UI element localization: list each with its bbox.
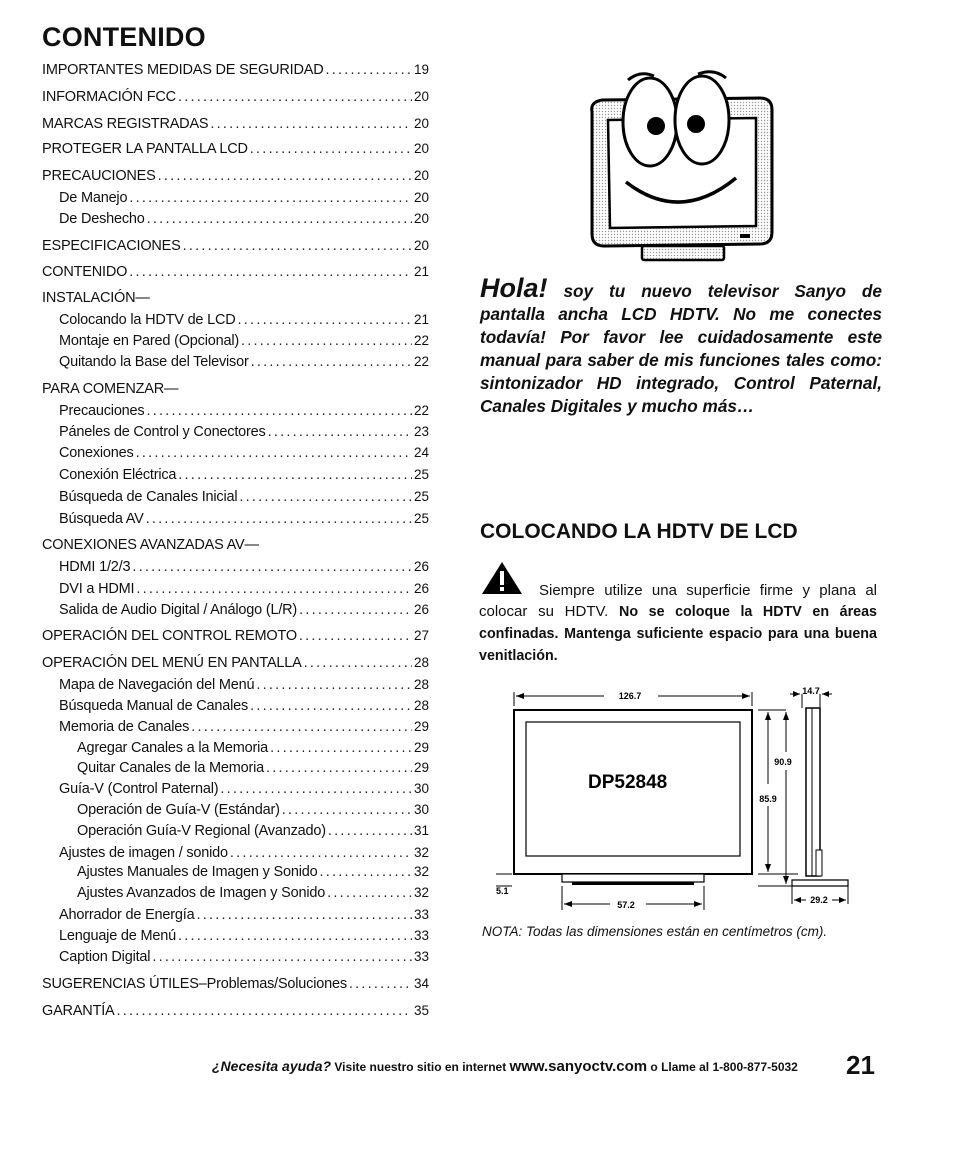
toc-entry [59,907,429,923]
toc-entry-title: Conexión Eléctrica [59,467,177,483]
toc-entry [59,333,429,349]
toc-entry-title: Ajustes Manuales de Imagen y Sonido [77,864,318,880]
toc-entry-title: Montaje en Pared (Opcional) [59,333,239,349]
toc-leader-dots [230,845,412,861]
toc-entry [59,467,429,483]
toc-entry-page: 29 [413,740,429,755]
toc-entry-title: Caption Digital [59,949,151,965]
toc-entry-page: 32 [413,885,429,900]
toc-entry [59,211,429,227]
toc-leader-dots [210,116,412,132]
toc-leader-dots [319,864,412,880]
toc-entry [59,424,429,440]
toc-leader-dots [183,238,412,254]
toc-entry [42,655,429,671]
toc-entry-title: OPERACIÓN DEL MENÚ EN PANTALLA [42,655,302,671]
toc-entry-title: Ajustes Avanzados de Imagen y Sonido [77,885,326,901]
warning-paragraph: Siempre utilize una superficie firme y plana al colocar su HDTV. No se coloque la HDTV en áreas confinadas. Mantenga suficiente espacio para una buena venitlación. [479,582,877,664]
toc-entry [59,489,429,505]
dim-top-depth: 14.7 [802,686,820,696]
toc-leader-dots [132,559,412,575]
dim-total-height: 90.9 [774,757,792,767]
toc-entry-page: 28 [413,698,429,713]
toc-entry-page: 29 [413,760,429,775]
toc-entry-page: 29 [413,719,429,734]
page-number: 21 [846,1050,875,1080]
toc-entry-title: PARA COMENZAR— [42,381,179,397]
toc-entry [42,238,429,254]
hola-greeting: Hola! [480,273,548,303]
toc-leader-dots [250,698,412,714]
dimensions-diagram [486,680,886,920]
toc-leader-dots [196,907,412,923]
toc-entry-title: INFORMACIÓN FCC [42,89,176,105]
toc-entry [77,823,429,839]
toc-entry-title: De Deshecho [59,211,145,227]
toc-entry-page: 20 [413,141,429,156]
toc-entry [59,845,429,861]
toc-leader-dots [256,677,412,693]
toc-entry [59,698,429,714]
dim-base-depth: 29.2 [810,895,828,905]
toc-entry-title: GARANTÍA [42,1003,115,1019]
intro-paragraph: Hola! soy tu nuevo televisor Sanyo de pantalla ancha LCD HDTV. No me conectes todavía! Por favor lee cuidadosamente este manual para saber de mis funciones tales como: sintonizador HD integrado, Control Paternal, Canales Digitales y mucho más… [480,273,882,416]
toc-leader-dots [147,211,412,227]
toc-entry [77,740,429,756]
toc-entry-page: 22 [413,403,429,418]
toc-entry-title: Conexiones [59,445,134,461]
toc-entry-title: Colocando la HDTV de LCD [59,312,236,328]
toc-entry [59,602,429,618]
toc-entry [42,1003,429,1019]
toc-entry [77,885,429,901]
toc-entry-page: 32 [413,864,429,879]
toc-entry [42,264,429,280]
toc-entry-title: Búsqueda de Canales Inicial [59,489,238,505]
toc-entry-page: 25 [413,511,429,526]
toc-entry [77,802,429,818]
toc-entry-page: 33 [413,928,429,943]
toc-entry-page: 33 [413,949,429,964]
toc-entry [42,628,429,644]
toc-entry-title: PRECAUCIONES [42,168,156,184]
toc-leader-dots [328,823,412,839]
toc-entry-title: Guía-V (Control Paternal) [59,781,219,797]
toc-leader-dots [220,781,412,797]
toc-entry [42,89,429,105]
toc-entry [59,190,429,206]
toc-leader-dots [152,949,412,965]
toc-leader-dots [146,403,412,419]
toc-leader-dots [178,928,412,944]
dim-screen-height: 85.9 [759,794,777,804]
toc-entry-page: 25 [413,467,429,482]
toc-leader-dots [238,312,412,328]
toc-leader-dots [178,467,412,483]
toc-entry-page: 23 [413,424,429,439]
toc-leader-dots [241,333,412,349]
website-link[interactable]: www.sanyoctv.com [509,1058,648,1075]
toc-entry-page: 33 [413,907,429,922]
toc-entry-page: 30 [413,802,429,817]
toc-entry-page: 19 [413,62,429,77]
toc-entry-title: Salida de Audio Digital / Análogo (L/R) [59,602,298,618]
toc-entry-page: 30 [413,781,429,796]
toc-leader-dots [178,89,412,105]
toc-entry-title: Precauciones [59,403,145,419]
toc-entry [42,62,429,78]
toc-leader-dots [299,628,412,644]
toc-entry-page: 20 [413,190,429,205]
tv-mascot-illustration [580,62,780,272]
toc-leader-dots [304,655,412,671]
toc-entry-page: 28 [413,655,429,670]
toc-entry-page: 22 [413,354,429,369]
toc-entry [77,760,429,776]
toc-entry-title: DVI a HDMI [59,581,135,597]
toc-entry-title: IMPORTANTES MEDIDAS DE SEGURIDAD [42,62,324,78]
toc-leader-dots [270,740,412,756]
toc-entry-title: ESPECIFICACIONES [42,238,181,254]
toc-entry-page: 31 [413,823,429,838]
toc-entry [59,949,429,965]
model-label: DP52848 [588,772,668,793]
toc-leader-dots [299,602,412,618]
toc-entry-page: 28 [413,677,429,692]
toc-leader-dots [251,354,412,370]
toc-entry-title: PROTEGER LA PANTALLA LCD [42,141,248,157]
toc-entry-page: 25 [413,489,429,504]
toc-entry [77,864,429,880]
toc-entry-page: 20 [413,116,429,131]
toc-entry-title: Búsqueda Manual de Canales [59,698,249,714]
page-title: CONTENIDO [42,22,206,52]
toc-leader-dots [349,976,412,992]
toc-entry-page: 26 [413,581,429,596]
toc-entry-page: 21 [413,264,429,279]
toc-entry-page: 32 [413,845,429,860]
toc-leader-dots [327,885,412,901]
toc-entry [42,168,429,184]
toc-leader-dots [266,760,412,776]
toc-entry-page: 22 [413,333,429,348]
toc-entry-title: Mapa de Navegación del Menú [59,677,255,693]
toc-entry-page: 20 [413,238,429,253]
toc-entry-title: Quitar Canales de la Memoria [77,760,265,776]
toc-entry-title: SUGERENCIAS ÚTILES–Problemas/Soluciones [42,976,347,992]
toc-leader-dots [239,489,412,505]
toc-entry-title: CONTENIDO [42,264,128,280]
toc-entry-title: Memoria de Canales [59,719,190,735]
toc-entry-page: 26 [413,559,429,574]
toc-entry [42,290,429,306]
toc-entry [59,781,429,797]
toc-entry-title: HDMI 1/2/3 [59,559,131,575]
toc-entry-title: MARCAS REGISTRADAS [42,116,209,132]
toc-entry-page: 27 [413,628,429,643]
toc-entry-page: 35 [413,1003,429,1018]
toc-entry [59,511,429,527]
toc-entry-title: INSTALACIÓN— [42,290,150,306]
toc-entry-page: 21 [413,312,429,327]
toc-entry [42,381,429,397]
toc-leader-dots [129,264,412,280]
toc-entry [59,677,429,693]
toc-leader-dots [136,445,412,461]
toc-entry-page: 34 [413,976,429,991]
toc-entry [59,559,429,575]
toc-entry-title: Operación Guía-V Regional (Avanzado) [77,823,326,839]
toc-entry-page: 24 [413,445,429,460]
toc-leader-dots [250,141,412,157]
toc-entry-title: Agregar Canales a la Memoria [77,740,269,756]
toc-entry-title: Ahorrador de Energía [59,907,195,923]
toc-entry-title: Búsqueda AV [59,511,144,527]
toc-entry-title: Lenguaje de Menú [59,928,176,944]
toc-entry [59,719,429,735]
toc-entry [42,976,429,992]
toc-leader-dots [191,719,412,735]
toc-leader-dots [158,168,412,184]
toc-entry-title: OPERACIÓN DEL CONTROL REMOTO [42,628,297,644]
toc-entry [42,141,429,157]
toc-leader-dots [117,1003,412,1019]
toc-entry-title: Operación de Guía-V (Estándar) [77,802,280,818]
toc-entry-title: De Manejo [59,190,128,206]
toc-entry [59,354,429,370]
toc-entry [59,403,429,419]
toc-leader-dots [326,62,412,78]
toc-entry [42,116,429,132]
toc-leader-dots [136,581,412,597]
toc-entry-title: Páneles de Control y Conectores [59,424,266,440]
toc-entry-page: 26 [413,602,429,617]
toc-entry-page: 20 [413,168,429,183]
toc-entry-title: Ajustes de imagen / sonido [59,845,228,861]
toc-entry [59,445,429,461]
dim-width: 126.7 [618,691,642,701]
toc-entry-title: CONEXIONES AVANZADAS AV— [42,537,259,553]
footer-help: ¿Necesita ayuda? Visite nuestro sitio en internet www.sanyoctv.com o Llame al 1-800-877-5032 [212,1058,798,1075]
note: NOTA: Todas las dimensiones están en centímetros (cm). [482,924,828,939]
toc-entry-page: 20 [413,211,429,226]
dim-base-width: 57.2 [617,900,635,910]
toc-entry [59,312,429,328]
toc-entry [42,537,429,553]
toc-entry [59,928,429,944]
toc-entry [59,581,429,597]
section-heading: COLOCANDO LA HDTV DE LCD [480,520,798,543]
toc-leader-dots [129,190,412,206]
toc-entry-title: Quitando la Base del Televisor [59,354,249,370]
toc-entry-page: 20 [413,89,429,104]
toc-leader-dots [146,511,412,527]
toc-leader-dots [268,424,412,440]
toc-leader-dots [282,802,412,818]
dim-base-height: 5.1 [496,886,509,896]
